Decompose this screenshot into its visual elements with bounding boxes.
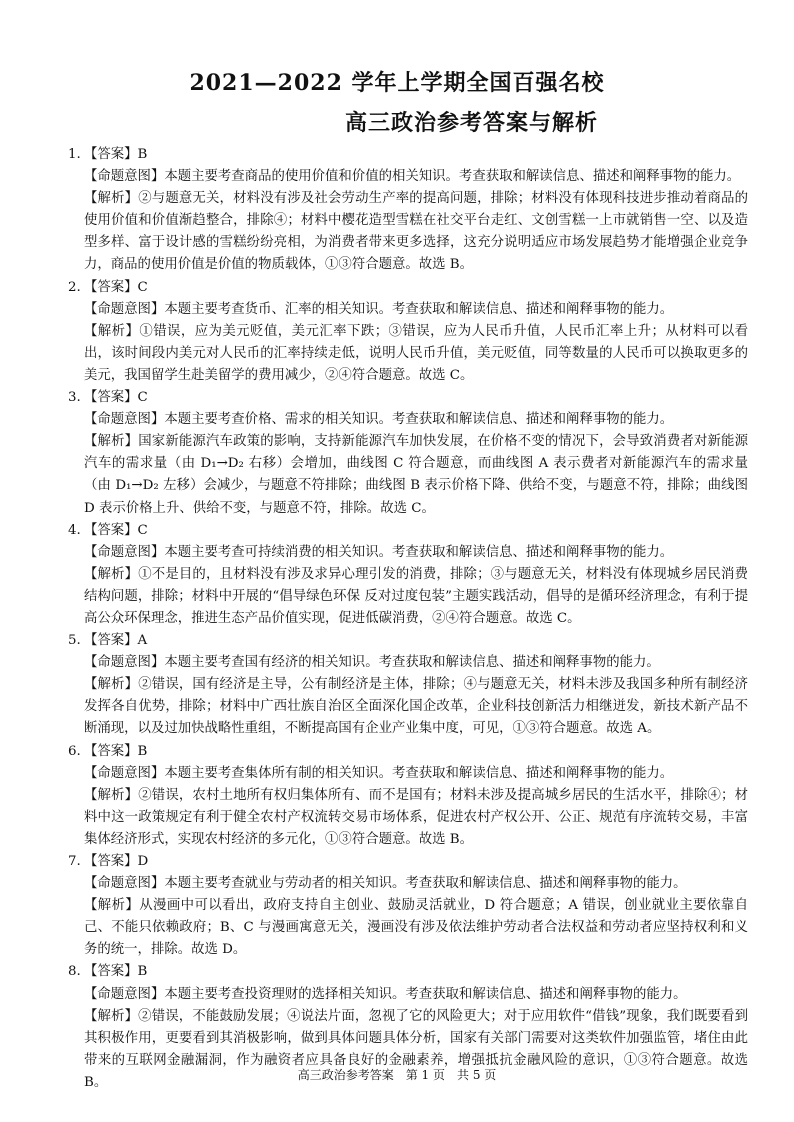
- answer-label: 【答案】B: [84, 964, 148, 980]
- analysis-text: 【解析】②错误，不能鼓励发展；④说法片面，忽视了它的风险更大；对于应用软件“借钱”现象，我们既要看到其积极作用，更要看到其消极影响，做到具体问题具体分析，国家有关部门需要对这类软件加强监管，堵住由此带来的互联网金融漏洞，作为融资者应具备良好的金融素养，增强抵抗金融风险的意识，①③符合题意。故选 B。: [84, 1008, 748, 1090]
- intent-text: 【命题意图】本题主要考查可持续消费的相关知识。考查获取和解读信息、描述和阐释事物的能力。: [84, 544, 674, 560]
- question-number: 3.: [68, 390, 81, 406]
- question-number: 7.: [68, 854, 81, 869]
- question-number: 2.: [68, 279, 81, 295]
- question-number: 8.: [68, 964, 81, 980]
- question-number: 1.: [68, 147, 81, 162]
- intent-text: 【命题意图】本题主要考查国有经济的相关知识。考查获取和解读信息、描述和阐释事物的能力。: [84, 655, 660, 671]
- question-item-1: [68, 144, 748, 277]
- analysis-text: 【解析】②错误，国有经济是主导，公有制经济是主体，排除；④与题意无关，材料未涉及我国多种所有制经济发挥各自优势，排除；材料中广西壮族自治区全面深化国企改革，企业科技创新活力相继迸发，新技术新产品不断涌现，以及过加快战略性重组，不断提高国有企业产业集中度，可见，①③符合题意。故选 A。: [84, 677, 748, 737]
- question-number: 5.: [68, 633, 81, 649]
- answer-list: [68, 144, 748, 1094]
- intent-text: 【命题意图】本题主要考查货币、汇率的相关知识。考查获取和解读信息、描述和阐释事物的能力。: [84, 301, 674, 317]
- page-title: 2021—2022 学年上学期全国百强名校: [189, 70, 605, 96]
- analysis-text: 【解析】国家新能源汽车政策的影响，支持新能源汽车加快发展，在价格不变的情况下，会导致消费者对新能源汽车的需求量（由 D₁→D₂ 右移）会增加，曲线图 C 符合题意，而曲线图 A 表示费者对新能源汽车的需求量（由 D₁→D₂ 左移）会减少，与题意不符排除；曲线图 B 表示价格下降、供给不变，与题意不符，排除；曲线图 D 表示价格上升、供给不变，与题意不符，排除。故选 C。: [84, 434, 748, 516]
- analysis-text: 【解析】①不是目的，且材料没有涉及求异心理引发的消费，排除；③与题意无关，材料没有体现城乡居民消费结构问题，排除；材料中开展的“倡导绿色环保 反对过度包装”主题实践活动，倡导的是循环经济理念，有利于提高公众环保理念，推进生态产品价值实现，促进低碳消费，②④符合题意。故选 C。: [84, 566, 748, 626]
- page-footer: 高三政治参考答案 第 1 页 共 5 页: [297, 1068, 497, 1082]
- intent-text: 【命题意图】本题主要考查投资理财的选择相关知识。考查获取和解读信息、描述和阐释事物的能力。: [84, 986, 687, 1002]
- intent-text: 【命题意图】本题主要考查集体所有制的相关知识。考查获取和解读信息、描述和阐释事物的能力。: [84, 765, 674, 781]
- intent-text: 【命题意图】本题主要考查就业与劳动者的相关知识。考查获取和解读信息、描述和阐释事物的能力。: [84, 876, 687, 892]
- answer-label: 【答案】A: [84, 633, 148, 649]
- intent-text: 【命题意图】本题主要考查价格、需求的相关知识。考查获取和解读信息、描述和阐释事物的能力。: [84, 412, 674, 428]
- answer-label: 【答案】B: [84, 743, 148, 759]
- analysis-text: 【解析】②错误，农村土地所有权归集体所有、而不是国有；材料未涉及提高城乡居民的生活水平，排除④；材料中这一政策规定有利于健全农村产权流转交易市场体系，促进农村产权公开、公正、规范有序流转交易，丰富集体经济形式，实现农村经济的多元化，①③符合题意。故选 B。: [84, 787, 748, 847]
- question-number: 6.: [68, 743, 81, 759]
- question-item-7: [68, 851, 748, 961]
- analysis-text: 【解析】①错误，应为美元贬值，美元汇率下跌；③错误，应为人民币升值，人民币汇率上升；从材料可以看出，该时间段内美元对人民币的汇率持续走低，说明人民币升值，美元贬值，同等数量的人民币可以换取更多的美元，我国留学生赴美留学的费用减少，②④符合题意。故选 C。: [84, 323, 748, 383]
- question-item-6: [68, 741, 748, 851]
- analysis-text: 【解析】②与题意无关，材料没有涉及社会劳动生产率的提高问题，排除；材料没有体现科技进步推动着商品的使用价值和价值渐趋整合，排除④；材料中樱花造型雪糕在社交平台走红、文创雪糕一上市就销售一空、以及造型多样、富于设计感的雪糕纷纷亮相，为消费者带来更多选择，这充分说明适应市场发展趋势才能增强企业竞争力，商品的使用价值是价值的物质载体，①③符合题意。故选 B。: [84, 191, 748, 273]
- answer-label: 【答案】C: [84, 522, 148, 538]
- page-subtitle: 高三政治参考答案与解析: [345, 110, 599, 136]
- analysis-text: 【解析】从漫画中可以看出，政府支持自主创业、鼓励灵活就业，D 符合题意；A 错误，创业就业主要依靠自己、不能只依赖政府；B、C 与漫画寓意无关，漫画没有涉及依法维护劳动者合法权益和劳动者应坚持权利和义务的统一，排除。故选 D。: [84, 898, 748, 958]
- question-item-3: [68, 387, 748, 520]
- answer-label: 【答案】D: [84, 854, 149, 869]
- question-item-4: [68, 520, 748, 630]
- answer-label: 【答案】B: [84, 147, 148, 162]
- answer-label: 【答案】C: [84, 390, 148, 406]
- question-number: 4.: [68, 522, 81, 538]
- answer-label: 【答案】C: [84, 279, 148, 295]
- question-item-5: [68, 630, 748, 740]
- intent-text: 【命题意图】本题主要考查商品的使用价值和价值的相关知识。考查获取和解读信息、描述和阐释事物的能力。: [84, 169, 741, 185]
- question-item-2: [68, 277, 748, 387]
